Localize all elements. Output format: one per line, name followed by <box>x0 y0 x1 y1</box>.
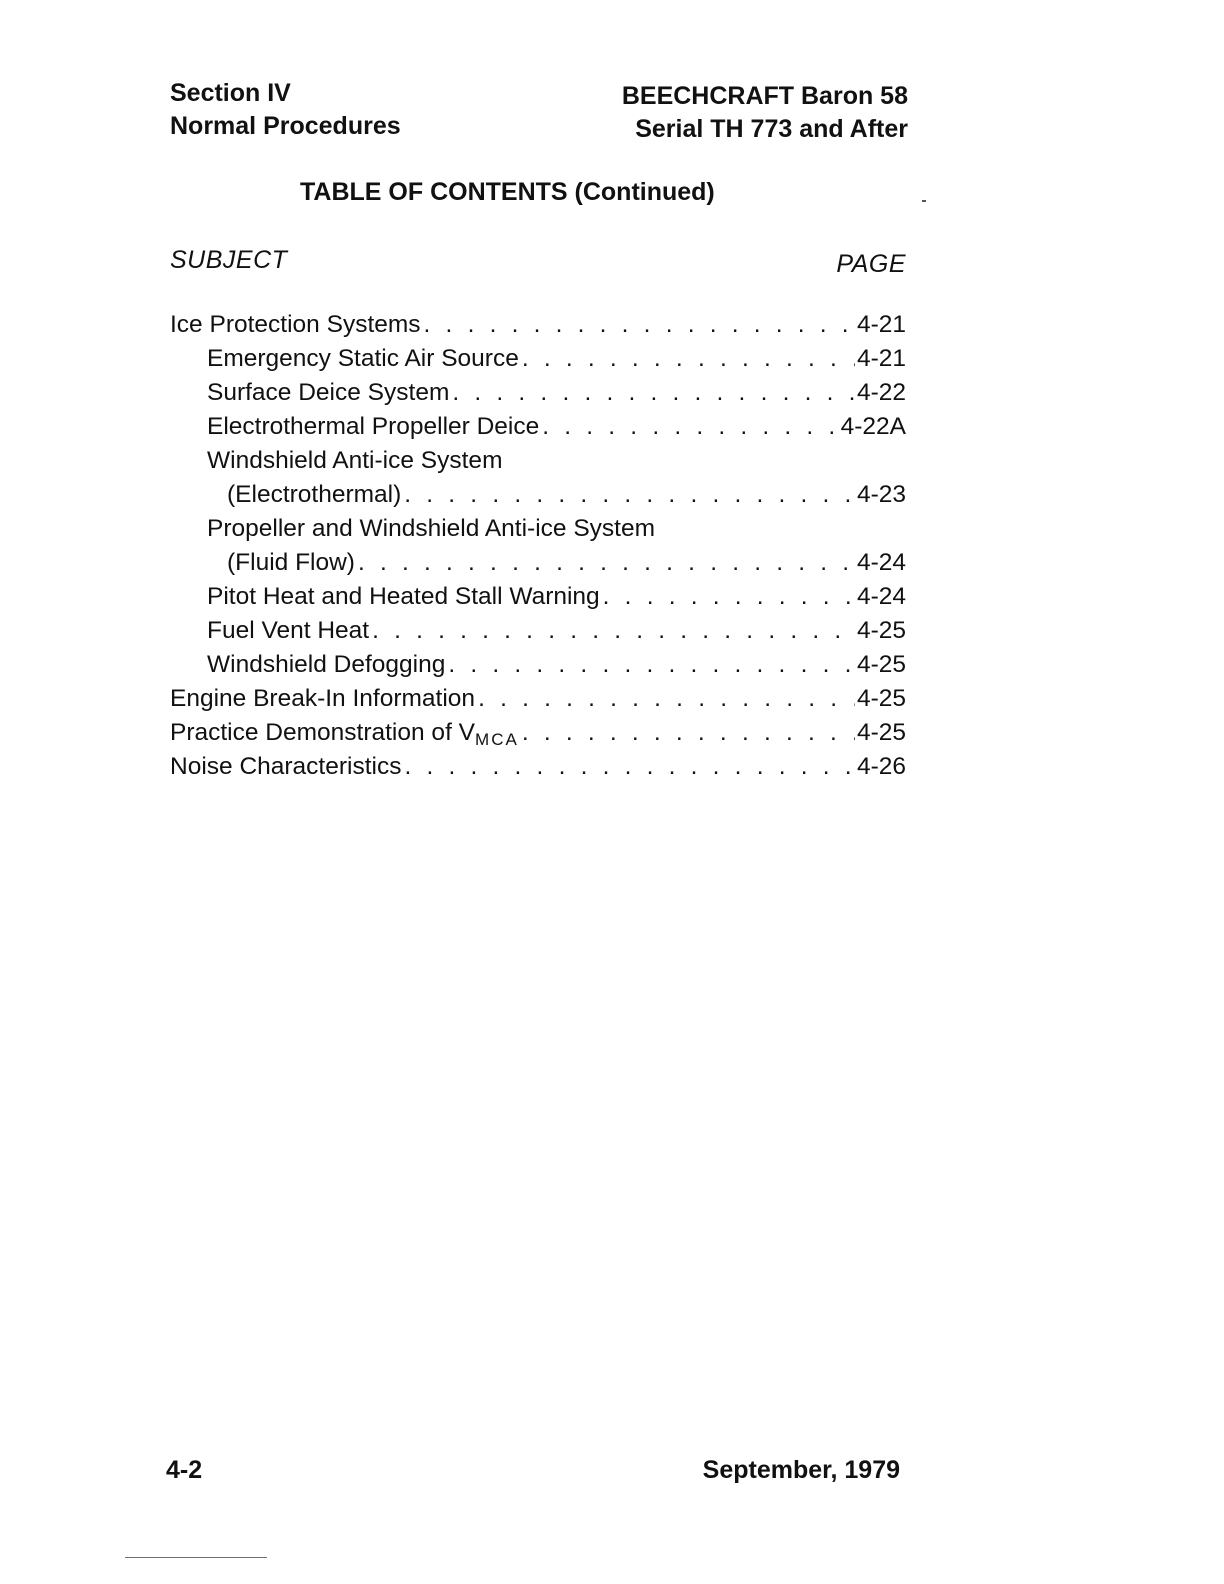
toc-entry-label: (Fluid Flow) <box>227 549 355 576</box>
toc-entry-label: Ice Protection Systems <box>170 311 421 338</box>
toc-entry[interactable] <box>170 549 906 583</box>
toc-entry[interactable] <box>170 413 906 447</box>
toc-entry[interactable] <box>170 481 906 515</box>
dot-leader <box>522 345 855 373</box>
toc-entry-heading[interactable] <box>170 515 906 549</box>
dot-leader <box>603 583 855 611</box>
toc-entry-label: Propeller and Windshield Anti-ice System <box>207 515 656 542</box>
serial-range: Serial TH 773 and After <box>635 115 908 143</box>
dot-leader <box>478 685 855 713</box>
dot-leader <box>358 549 855 577</box>
toc-entry-page: 4-21 <box>856 311 906 338</box>
toc-entry-label: Pitot Heat and Heated Stall Warning <box>207 583 600 610</box>
dot-leader <box>452 379 855 407</box>
page-column-label: PAGE <box>836 250 906 278</box>
toc-entry-page: 4-23 <box>856 481 906 508</box>
toc-entry-page: 4-22A <box>840 413 906 440</box>
dot-leader <box>542 413 838 441</box>
toc-entry-label: Engine Break-In Information <box>170 685 476 712</box>
toc-entry-page: 4-25 <box>856 617 906 644</box>
header-left <box>170 77 401 143</box>
toc-entry-heading[interactable] <box>170 447 906 481</box>
toc-entry-label: Noise Characteristics <box>170 753 402 780</box>
dot-leader <box>522 719 855 747</box>
dot-leader <box>448 651 855 679</box>
toc-entry-label: Fuel Vent Heat <box>207 617 370 644</box>
toc-entry[interactable] <box>170 617 906 651</box>
toc-entry-page: 4-25 <box>856 651 906 678</box>
toc-entry-label-group <box>170 719 519 750</box>
toc-entry[interactable] <box>170 311 906 345</box>
dot-leader <box>404 481 855 509</box>
dot-leader <box>424 311 855 339</box>
section-number: Section IV <box>170 79 291 107</box>
header-right <box>622 80 908 146</box>
toc-entry-page: 4-21 <box>856 345 906 372</box>
page-title: TABLE OF CONTENTS (Continued) <box>300 178 715 206</box>
bottom-rule <box>125 1557 267 1558</box>
toc-entry-page: 4-24 <box>856 583 906 610</box>
toc-entry-label: Emergency Static Air Source <box>207 345 519 372</box>
toc-entry-label: Practice Demonstration of V <box>170 719 476 746</box>
toc-entry[interactable] <box>170 651 906 685</box>
toc-entry-label: (Electrothermal) <box>227 481 402 508</box>
toc-entry-page: 4-25 <box>856 719 906 746</box>
aircraft-model: BEECHCRAFT Baron 58 <box>621 82 908 110</box>
dot-leader <box>404 753 854 781</box>
toc-entry[interactable] <box>170 753 906 787</box>
revision-date: September, 1979 <box>702 1456 900 1484</box>
toc-entry[interactable] <box>170 345 906 379</box>
toc-entry-label: Electrothermal Propeller Deice <box>207 413 540 440</box>
toc-entry-label: Windshield Anti-ice System <box>207 447 503 474</box>
page-number: 4-2 <box>166 1456 203 1484</box>
toc-list <box>170 311 906 787</box>
toc-entry-page: 4-26 <box>856 753 906 780</box>
toc-entry[interactable] <box>170 685 906 719</box>
vmca-subscript: MCA <box>475 730 519 749</box>
dot-leader <box>372 617 855 645</box>
toc-entry[interactable] <box>170 719 906 753</box>
toc-entry-page: 4-25 <box>856 685 906 712</box>
scan-speck <box>922 200 926 202</box>
subject-column-label: SUBJECT <box>170 246 288 274</box>
toc-entry-page: 4-22 <box>856 379 906 406</box>
toc-entry[interactable] <box>170 583 906 617</box>
toc-entry-label: Surface Deice System <box>207 379 450 406</box>
section-title: Normal Procedures <box>170 112 401 140</box>
toc-entry-page: 4-24 <box>856 549 906 576</box>
toc-entry-label: Windshield Defogging <box>207 651 446 678</box>
toc-entry[interactable] <box>170 379 906 413</box>
